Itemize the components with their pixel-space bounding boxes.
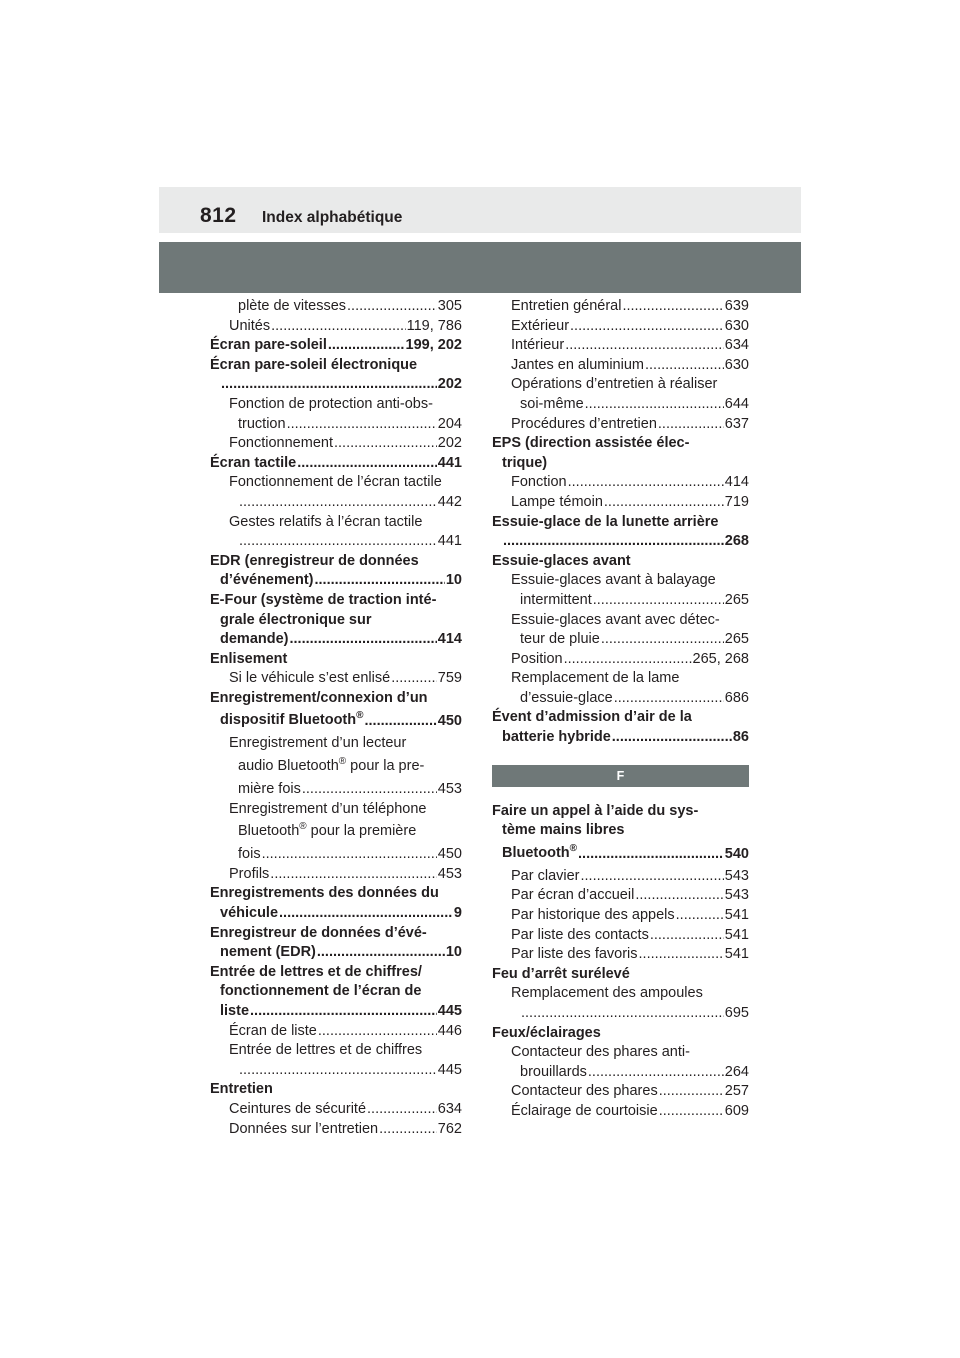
index-line: grale électronique sur	[220, 611, 372, 628]
index-line: Procédures d’entretien ..... 637	[492, 415, 749, 435]
index-line: fois ..... 450	[210, 845, 462, 865]
index-line: tème mains libres	[502, 822, 625, 839]
index-line: Par historique des appels ..... 541	[492, 906, 749, 926]
index-line: Profils ..... 453	[210, 865, 462, 885]
index-line: Données sur l’entretien ..... 762	[210, 1120, 462, 1140]
index-line: Entrée de lettres et de chiffres	[229, 1042, 423, 1059]
index-line: ..... 441	[210, 532, 462, 552]
index-line: batterie hybride ..... 86	[492, 728, 749, 748]
index-entry: Feux/éclairages	[492, 1024, 601, 1041]
index-line: intermittent ..... 265	[492, 591, 749, 611]
index-entry: Évent d’admission d’air de la	[492, 709, 692, 726]
index-line: ..... 202	[210, 375, 462, 395]
index-line: ..... 268	[492, 532, 749, 552]
index-entry: EDR (enregistreur de données	[210, 552, 419, 569]
index-line: Intérieur ..... 634	[492, 336, 749, 356]
index-line: dispositif Bluetooth® ..... 450	[210, 708, 462, 734]
index-line: Lampe témoin ..... 719	[492, 493, 749, 513]
index-line: Fonction de protection anti-obs-	[229, 395, 433, 412]
index-line: Par clavier ..... 543	[492, 867, 749, 887]
index-line: Jantes en aluminium ..... 630	[492, 356, 749, 376]
index-line: Fonction ..... 414	[492, 473, 749, 493]
index-entry: Essuie-glace de la lunette arrière	[492, 513, 719, 530]
index-line: Par liste des favoris ..... 541	[492, 945, 749, 965]
index-line: brouillards ..... 264	[492, 1063, 749, 1083]
index-line: Contacteur des phares ..... 257	[492, 1082, 749, 1102]
index-line: audio Bluetooth® pour la pre-	[238, 756, 425, 775]
index-entry: Enregistreur de données d’évé-	[210, 924, 427, 941]
index-entry: Faire un appel à l’aide du sys-	[492, 802, 699, 819]
index-entry: Feu d’arrêt surélevé	[492, 965, 630, 982]
index-line: Position ..... 265, 268	[492, 650, 749, 670]
index-line: Bluetooth® pour la première	[238, 821, 417, 840]
index-line: Par écran d’accueil ..... 543	[492, 886, 749, 906]
index-line: liste ..... 445	[210, 1002, 462, 1022]
index-line: mière fois ..... 453	[210, 780, 462, 800]
section-band	[159, 242, 801, 293]
index-line: Essuie-glaces avant avec détec-	[511, 611, 720, 628]
index-line: Écran de liste ..... 446	[210, 1022, 462, 1042]
index-line: Remplacement des ampoules	[511, 985, 703, 1002]
index-line: ..... 695	[492, 1004, 749, 1024]
index-line: d’événement) ..... 10	[210, 571, 462, 591]
index-line: Essuie-glaces avant à balayage	[511, 572, 716, 589]
index-entry: Essuie-glaces avant	[492, 552, 631, 569]
index-line: Contacteur des phares anti-	[511, 1044, 690, 1061]
index-entry: Enregistrement/connexion d’un	[210, 689, 428, 706]
index-line: Opérations d’entretien à réaliser	[511, 376, 718, 393]
index-line: ..... 442	[210, 493, 462, 513]
index-entry: Écran tactile ..... 441	[210, 454, 462, 474]
index-entry: Écran pare-soleil ..... 199, 202	[210, 336, 462, 356]
index-line: demande) ..... 414	[210, 630, 462, 650]
index-line: Si le véhicule s’est enlisé ..... 759	[210, 669, 462, 689]
index-line: trique)	[502, 454, 548, 471]
index-line: Éclairage de courtoisie ..... 609	[492, 1102, 749, 1122]
index-line: Extérieur ..... 630	[492, 317, 749, 337]
page-number: 812	[200, 204, 237, 227]
index-line: fonctionnement de l’écran de	[220, 983, 422, 1000]
index-entry: Entretien	[210, 1081, 273, 1098]
index-line: soi-même ..... 644	[492, 395, 749, 415]
index-entry: E-Four (système de traction inté-	[210, 591, 437, 608]
index-line: Fonctionnement ..... 202	[210, 434, 462, 454]
index-column-left	[210, 297, 462, 1139]
index-line: Entretien général ..... 639	[492, 297, 749, 317]
index-line: Bluetooth® ..... 540	[492, 841, 749, 867]
index-line: Ceintures de sécurité ..... 634	[210, 1100, 462, 1120]
page-title: Index alphabétique	[262, 209, 403, 226]
index-line: plète de vitesses ..... 305	[210, 297, 462, 317]
index-column-right	[492, 297, 749, 1122]
index-line: Remplacement de la lame	[511, 670, 680, 687]
index-line: nement (EDR) ..... 10	[210, 943, 462, 963]
index-line: Par liste des contacts ..... 541	[492, 926, 749, 946]
section-header-f: F	[492, 765, 749, 787]
index-entry: Écran pare-soleil électronique	[210, 356, 418, 373]
index-line: d’essuie-glace ..... 686	[492, 689, 749, 709]
index-line: Unités ..... 119, 786	[210, 317, 462, 337]
header-band	[159, 187, 801, 233]
index-line: Fonctionnement de l’écran tactile	[229, 474, 442, 491]
index-line: Enregistrement d’un téléphone	[229, 800, 427, 817]
index-entry: Entrée de lettres et de chiffres/	[210, 963, 422, 980]
index-line: Gestes relatifs à l’écran tactile	[229, 513, 423, 530]
index-line: Enregistrement d’un lecteur	[229, 735, 407, 752]
index-line: truction ..... 204	[210, 415, 462, 435]
index-entry: Enregistrements des données du	[210, 885, 439, 902]
index-line: véhicule ..... 9	[210, 904, 462, 924]
index-line: ..... 445	[210, 1061, 462, 1081]
index-entry: Enlisement	[210, 650, 288, 667]
index-line: teur de pluie ..... 265	[492, 630, 749, 650]
index-entry: EPS (direction assistée élec-	[492, 435, 690, 452]
